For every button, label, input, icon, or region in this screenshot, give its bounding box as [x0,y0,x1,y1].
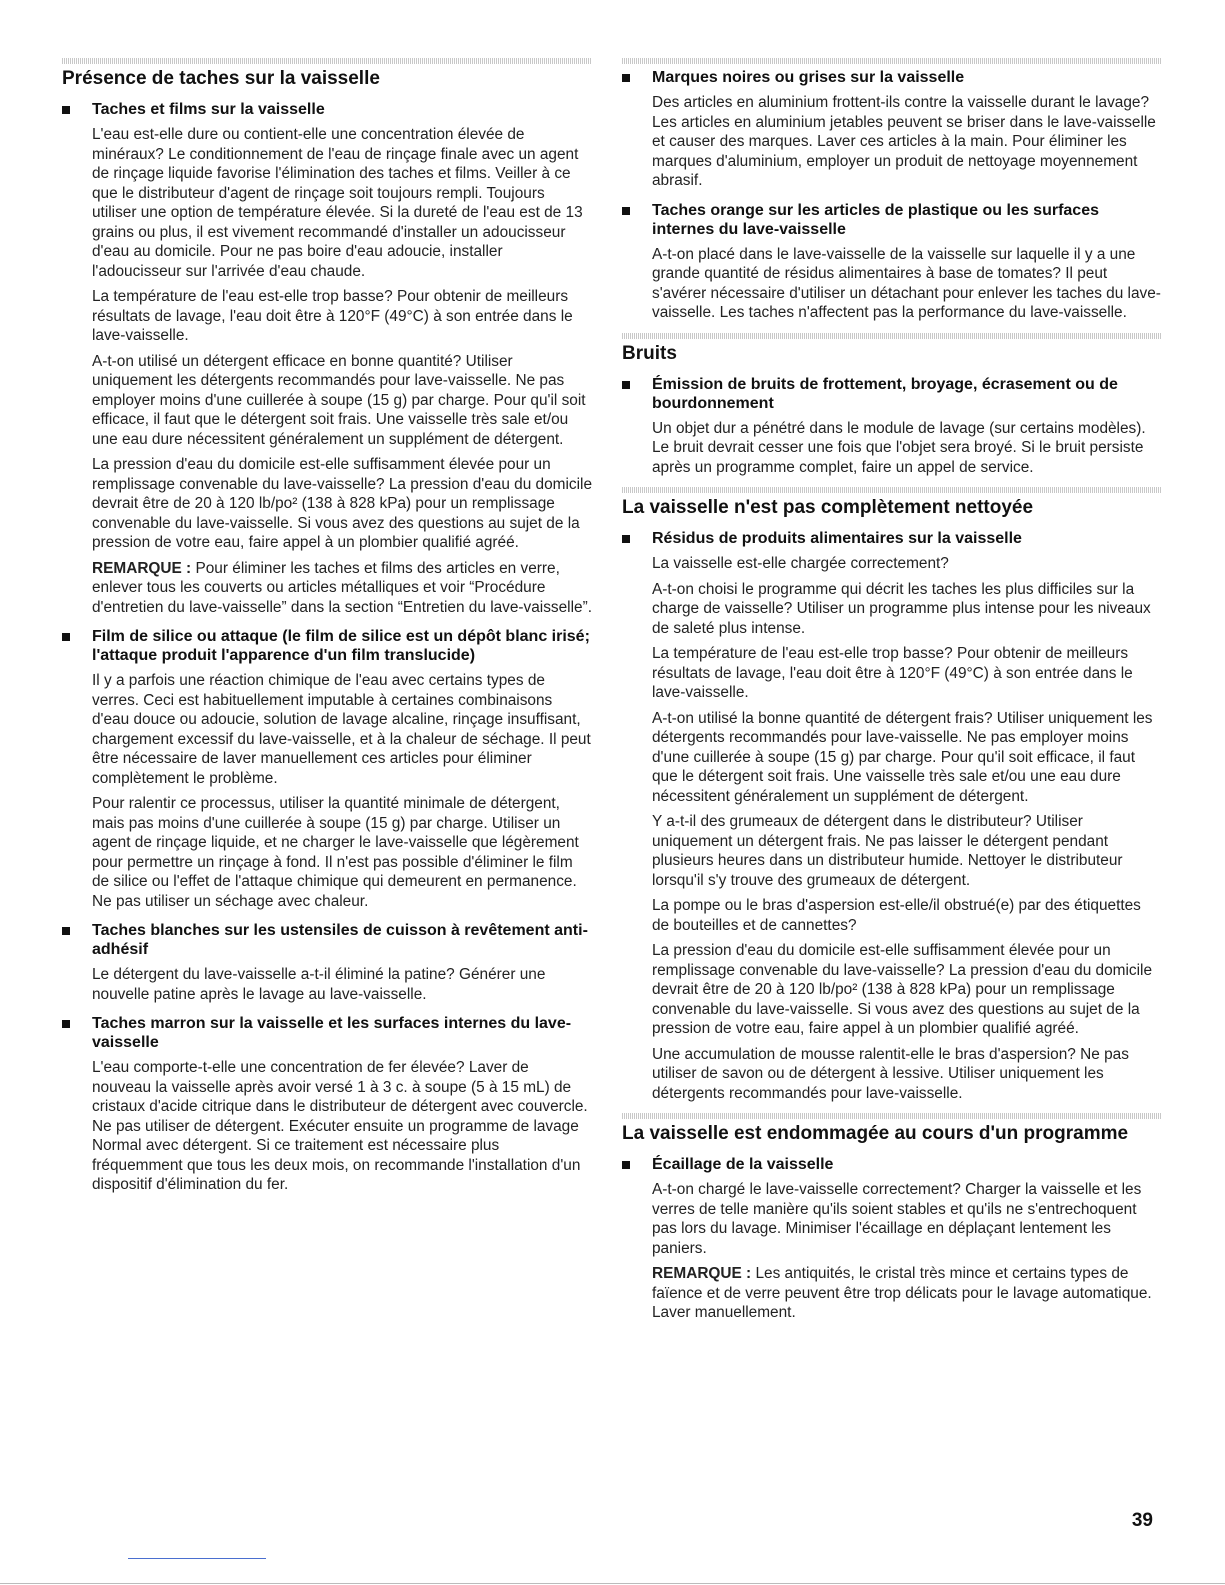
paragraph [652,245,1162,323]
paragraph [92,125,592,281]
paragraph [652,896,1162,935]
paragraph [92,671,592,788]
troubleshooting-item [62,627,592,911]
paragraph-text: La vaisselle est-elle chargée correctement? [652,555,949,572]
paragraph-text: Pour éliminer les taches et films des articles en verre, enlever tous les couverts ou articles métalliques et voir “Procédure d'entretien du lave-vaisselle” dans la section “Entretien du lave-vaisselle”. [92,559,592,616]
section-divider [622,1113,1162,1119]
paragraph-text: Les antiquités, le cristal très mince et certains types de faïence et de verre peuvent être trop délicats pour le lavage automatique. Laver manuellement. [652,1265,1152,1321]
item-title: Émission de bruits de frottement, broyage, écrasement ou de bourdonnement [652,375,1118,412]
paragraph [652,941,1162,1039]
troubleshooting-item [62,921,592,1004]
square-bullet-icon [62,633,70,641]
paragraph-text: Un objet dur a pénétré dans le module de lavage (sur certains modèles). Le bruit devrait cesser une fois que l'objet sera broyé. Si le bruit persiste après un programme complet, faire un appel de service. [652,419,1146,476]
paragraph [652,644,1162,703]
item-title: Résidus de produits alimentaires sur la vaisselle [652,530,1022,547]
paragraph-text: La pression d'eau du domicile est-elle suffisamment élevée pour un remplissage convenable du lave-vaisselle? La pression d'eau du domicile devrait être de 20 à 120 lb/po² (138 à 828 kPa) pour un remplissage convenable du lave-vaisselle. Si vous avez des questions au sujet de la pression de votre eau, faire appel à un plombier qualifié agréé. [652,942,1153,1037]
left-column [62,58,592,1205]
square-bullet-icon [622,381,630,389]
paragraph-text: La pompe ou le bras d'aspersion est-elle/il obstrué(e) par des étiquettes de bouteilles et de cannettes? [652,897,1141,934]
section-divider [622,487,1162,493]
footer-link-underline [128,1558,266,1559]
paragraph-text: L'eau est-elle dure ou contient-elle une concentration élevée de minéraux? Le conditionnement de l'eau de rinçage finale avec un agent de rinçage liquide favorise l'élimination des taches et films. Veiller à ce que le distributeur d'agent de rinçage soit toujours rempli. Toujours utiliser une option de température élevée. Si la dureté de l'eau est de 13 grains ou plus, il est vivement recommandé d'installer un adoucisseur d'eau au domicile. Pour ne pas boire d'eau adoucie, installer l'adoucisseur sur l'arrivée d'eau chaude. [92,126,583,280]
paragraph-text: A-t-on utilisé un détergent efficace en bonne quantité? Utiliser uniquement les détergents recommandés pour lave-vaisselle. Ne pas employer moins d'une cuillerée à soupe (15 g) par charge. Pour qu'il soit efficace, il faut que le détergent soit frais. Une vaisselle très sale et/ou une eau dure nécessitent généralement un supplément de détergent. [92,352,586,448]
section-title: Bruits [622,342,677,364]
paragraph [652,419,1162,478]
square-bullet-icon [62,927,70,935]
paragraph [652,1264,1162,1323]
paragraph [652,1045,1162,1104]
section-title: Présence de taches sur la vaisselle [62,68,380,89]
paragraph [652,709,1162,807]
section-divider [622,333,1162,339]
paragraph-text: Y a-t-il des grumeaux de détergent dans le distributeur? Utiliser uniquement un détergent frais. Ne pas laisser le détergent pendant plusieurs heures dans un distributeur humide. Nettoyer le distributeur lorsqu'il s'y trouve des grumeaux de détergent. [652,813,1123,889]
paragraph [92,287,592,346]
paragraph [652,1180,1162,1258]
paragraph-text: A-t-on placé dans le lave-vaisselle de la vaisselle sur laquelle il y a une grande quantité de résidus alimentaires à base de tomates? Il peut s'avérer nécessaire d'utiliser un détachant pour enlever les taches du lave-vaisselle. Les taches n'affectent pas la performance du lave-vaisselle. [652,245,1161,321]
paragraph-text: A-t-on utilisé la bonne quantité de détergent frais? Utiliser uniquement les détergents recommandés pour lave-vaisselle. Ne pas employer moins d'une cuillerée à soupe (15 g) par charge. Pour qu'il soit efficace, il faut que le détergent soit frais. Une vaisselle très sale et/ou une eau dure nécessitent généralement un supplément de détergent. [652,709,1153,805]
page-number: 39 [1131,1510,1153,1531]
page-bottom-rule [0,1583,1225,1584]
section [62,58,592,1195]
item-title: Film de silice ou attaque (le film de silice est un dépôt blanc irisé; l'attaque produit l'apparence d'un film translucide) [92,628,590,664]
square-bullet-icon [622,207,630,215]
item-title: Marques noires ou grises sur la vaisselle [652,69,965,86]
paragraph-text: La pression d'eau du domicile est-elle suffisamment élevée pour un remplissage convenable du lave-vaisselle? La pression d'eau du domicile devrait être de 20 à 120 lb/po² (138 à 828 kPa) pour un remplissage convenable du lave-vaisselle. Si vous avez des questions au sujet de la pression de votre eau, faire appel à un plombier qualifié agréé. [92,456,593,551]
paragraph-text: L'eau comporte-t-elle une concentration de fer élevée? Laver de nouveau la vaisselle après avoir versé 1 à 3 c. à soupe (5 à 15 mL) de cristaux d'acide citrique dans le distributeur de détergent avec couvercle. Ne pas utiliser de détergent. Exécuter ensuite un programme de lavage Normal avec détergent. Si ce traitement est nécessaire plus fréquemment que tous les deux mois, on recommande l'installation d'un dispositif d'élimination du fer. [92,1059,588,1193]
item-title: Taches marron sur la vaisselle et les surfaces internes du lave-vaisselle [92,1015,572,1051]
item-title: Écaillage de la vaisselle [652,1156,834,1173]
square-bullet-icon [622,535,630,543]
paragraph-text: Une accumulation de mousse ralentit-elle le bras d'aspersion? Ne pas utiliser de savon ou de détergent à lessive. Utiliser uniquement les détergents recommandés pour lave-vaisselle. [652,1045,1129,1102]
note-label: REMARQUE : [652,1265,752,1282]
paragraph-text: Il y a parfois une réaction chimique de l'eau avec certains types de verres. Ceci est habituellement imputable à certaines combinaisons d'eau douce ou adoucie, solution de lavage alcaline, rinçage insuffisant, chargement excessif du lave-vaisselle, et à la chaleur de séchage. Il peut être nécessaire de laver manuellement ces articles pour éliminer complètement le problème. [92,672,591,787]
item-title: Taches orange sur les articles de plastique ou les surfaces internes du lave-vaisselle [652,201,1099,238]
paragraph [92,794,592,911]
square-bullet-icon [622,74,630,82]
note-label: REMARQUE : [92,559,192,577]
section-title: La vaisselle n'est pas complètement nettoyée [622,497,1034,518]
troubleshooting-item [62,100,592,617]
section-title: La vaisselle est endommagée au cours d'un programme [622,1123,1129,1144]
paragraph [652,93,1162,191]
square-bullet-icon [62,1020,70,1028]
item-title: Taches blanches sur les ustensiles de cuisson à revêtement anti-adhésif [92,922,588,958]
paragraph-text: A-t-on choisi le programme qui décrit les taches les plus difficiles sur la charge de vaisselle? Utiliser un programme plus intense pour les niveaux de saleté plus intense. [652,580,1151,637]
troubleshooting-item [622,68,1162,191]
section-divider [622,58,1162,64]
troubleshooting-item [622,529,1162,1103]
paragraph-text: Pour ralentir ce processus, utiliser la quantité minimale de détergent, mais pas moins d'une cuillerée à soupe (15 g) par charge. Utiliser un agent de rinçage liquide, et ne charger le lave-vaisselle que légèrement pour permettre un rinçage à fond. Il n'est pas possible d'éliminer le film de silice ou l'effet de l'attaque chimique qui demeurent en permanence. Ne pas utiliser un séchage avec chaleur. [92,795,579,910]
right-column [622,58,1162,1333]
paragraph [92,455,592,553]
section [622,1113,1162,1323]
section [622,487,1162,1103]
paragraph [92,1058,592,1195]
section [622,58,1162,323]
paragraph-text: Des articles en aluminium frottent-ils contre la vaisselle durant le lavage? Les articles en aluminium jetables peuvent se briser dans le lave-vaisselle et causer des marques. Laver ces articles à la main. Pour éliminer les marques d'aluminium, employer un produit de nettoyage moyennement abrasif. [652,94,1156,189]
square-bullet-icon [62,106,70,114]
paragraph [92,965,592,1004]
troubleshooting-item [622,375,1162,478]
paragraph [652,812,1162,890]
square-bullet-icon [622,1161,630,1169]
section [622,333,1162,478]
paragraph [652,554,1162,574]
paragraph [652,580,1162,639]
paragraph-text: Le détergent du lave-vaisselle a-t-il éliminé la patine? Générer une nouvelle patine après le lavage au lave-vaisselle. [92,966,546,1003]
troubleshooting-item [622,1155,1162,1323]
paragraph [92,352,592,450]
paragraph [92,559,592,618]
item-title: Taches et films sur la vaisselle [92,101,325,118]
paragraph-text: La température de l'eau est-elle trop basse? Pour obtenir de meilleurs résultats de lavage, l'eau doit être à 120°F (49°C) à son entrée dans le lave-vaisselle. [92,288,573,344]
troubleshooting-item [62,1014,592,1195]
paragraph-text: La température de l'eau est-elle trop basse? Pour obtenir de meilleurs résultats de lavage, l'eau doit être à 120°F (49°C) à son entrée dans le lave-vaisselle. [652,645,1133,701]
section-divider [62,58,592,64]
troubleshooting-item [622,201,1162,323]
paragraph-text: A-t-on chargé le lave-vaisselle correctement? Charger la vaisselle et les verres de telle manière qu'ils soient stables et qu'ils ne s'entrechoquent pas lors du lavage. Minimiser l'écaillage en déplaçant lentement les paniers. [652,1181,1142,1257]
